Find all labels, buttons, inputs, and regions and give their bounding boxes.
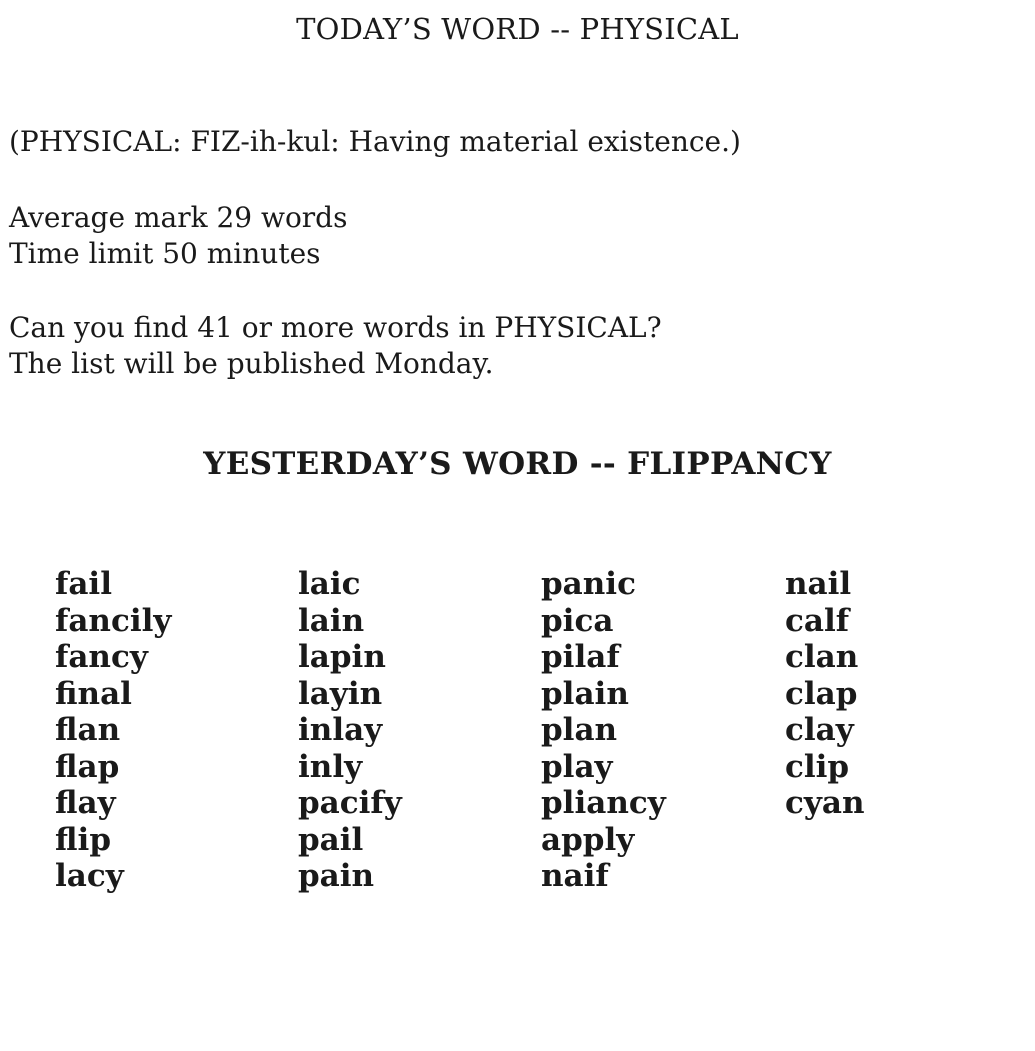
todays-word-title: TODAY’S WORD -- PHYSICAL xyxy=(296,12,739,46)
word-column-3 xyxy=(541,566,666,895)
word-list-item: flip xyxy=(55,821,111,858)
word-list-item: clan xyxy=(785,639,859,675)
word-list-item: play xyxy=(541,748,613,785)
yesterdays-word-title: YESTERDAY’S WORD -- FLIPPANCY xyxy=(203,446,832,482)
definition-text: (PHYSICAL: FIZ-ih-kul: Having material existence.) xyxy=(9,125,741,158)
word-list-item: inlay xyxy=(298,712,383,748)
word-list-item: plan xyxy=(541,712,618,748)
time-limit: Time limit 50 minutes xyxy=(9,237,321,270)
word-list-item: final xyxy=(55,675,132,712)
word-list-item: fancily xyxy=(55,602,172,639)
word-list-item: nail xyxy=(785,566,852,602)
word-column-1 xyxy=(55,566,171,895)
average-mark: Average mark 29 words xyxy=(9,201,348,234)
word-list-item: pacify xyxy=(298,785,402,821)
word-list-item: clay xyxy=(785,712,854,748)
word-list-item: panic xyxy=(541,566,636,602)
word-list-item: plain xyxy=(541,675,629,712)
word-list-item: flay xyxy=(55,785,116,821)
publish-note: The list will be published Monday. xyxy=(9,347,494,380)
word-list-item: lacy xyxy=(55,858,124,894)
word-column-4 xyxy=(785,566,865,822)
word-list-item: flap xyxy=(55,748,120,785)
word-column-2 xyxy=(298,566,402,895)
word-list-item: cyan xyxy=(785,785,865,821)
puzzle-challenge xyxy=(9,310,662,382)
word-list-item: pain xyxy=(298,858,375,894)
word-list-item: pliancy xyxy=(541,785,666,821)
word-list-item: lain xyxy=(298,602,365,639)
word-list-item: pilaf xyxy=(541,639,620,675)
word-list-item: fancy xyxy=(55,639,148,675)
word-list-item: calf xyxy=(785,602,850,639)
word-list-item: lapin xyxy=(298,639,386,675)
challenge-question: Can you find 41 or more words in PHYSICAL? xyxy=(9,311,662,344)
word-list-item: fail xyxy=(55,566,112,602)
word-list-item: apply xyxy=(541,821,635,858)
word-list-item: layin xyxy=(298,675,383,712)
puzzle-stats xyxy=(9,200,347,272)
word-list-item: naif xyxy=(541,858,609,894)
word-list-item: pica xyxy=(541,602,614,639)
word-list-item: inly xyxy=(298,748,363,785)
word-list-item: pail xyxy=(298,821,364,858)
word-definition xyxy=(9,124,741,160)
word-list-item: clap xyxy=(785,675,858,712)
word-list-item: flan xyxy=(55,712,121,748)
word-list-item: laic xyxy=(298,566,361,602)
word-list-item: clip xyxy=(785,748,850,785)
